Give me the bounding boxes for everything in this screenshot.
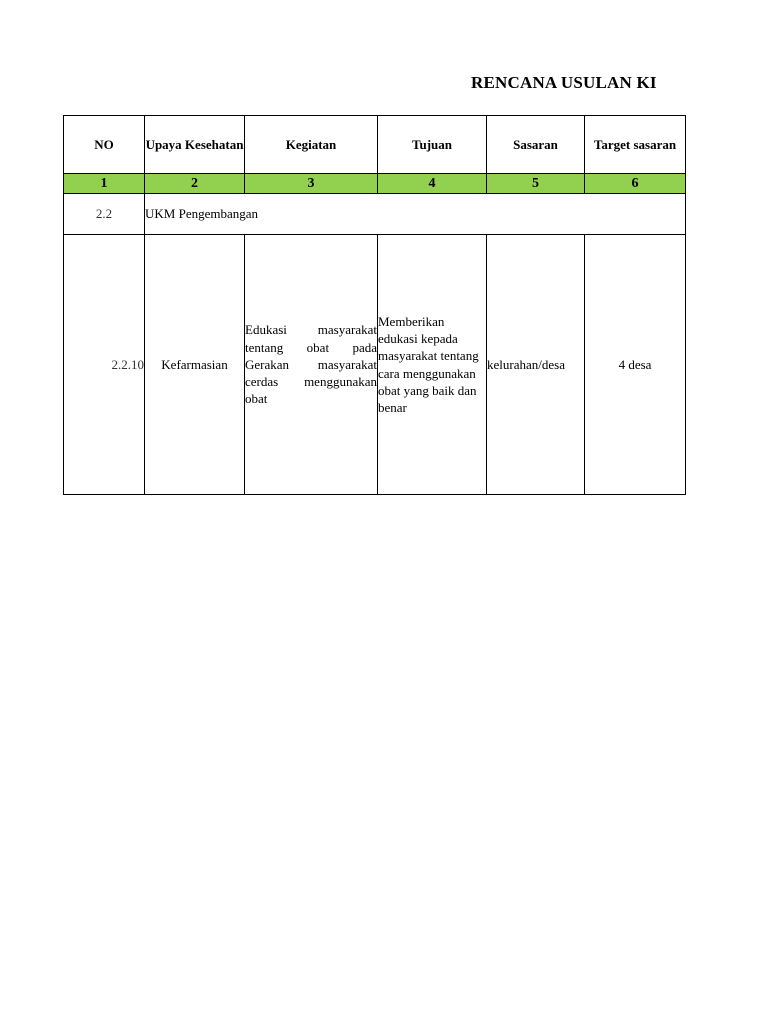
column-number: 6 (585, 174, 686, 194)
header-kegiatan: Kegiatan (245, 116, 378, 174)
header-target-sasaran: Target sasaran (585, 116, 686, 174)
header-upaya-kesehatan: Upaya Kesehatan (145, 116, 245, 174)
plan-table (63, 115, 686, 495)
section-title: UKM Pengembangan (145, 194, 378, 235)
document-title-area (0, 73, 685, 97)
row-tujuan: Memberikan edukasi kepada masyarakat tentang cara menggunakan obat yang baik dan benar (378, 235, 487, 495)
column-number: 1 (64, 174, 145, 194)
section-number: 2.2 (64, 194, 145, 235)
section-row (64, 194, 686, 235)
row-kegiatan: Edukasi masyarakat tentang obat pada Gerakan masyarakat cerdas menggunakan obat (245, 235, 378, 495)
table-row (64, 235, 686, 495)
column-number: 4 (378, 174, 487, 194)
row-target-sasaran: 4 desa (585, 235, 686, 495)
header-no: NO (64, 116, 145, 174)
header-sasaran: Sasaran (487, 116, 585, 174)
document-title: RENCANA USULAN KI (471, 73, 657, 92)
column-number: 5 (487, 174, 585, 194)
row-sasaran: kelurahan/desa (487, 235, 585, 495)
row-number: 2.2.10 (64, 235, 145, 495)
column-number: 3 (245, 174, 378, 194)
section-blank (378, 194, 686, 235)
row-upaya-kesehatan: Kefarmasian (145, 235, 245, 495)
table-header-row (64, 116, 686, 174)
header-tujuan: Tujuan (378, 116, 487, 174)
column-number: 2 (145, 174, 245, 194)
column-number-row (64, 174, 686, 194)
